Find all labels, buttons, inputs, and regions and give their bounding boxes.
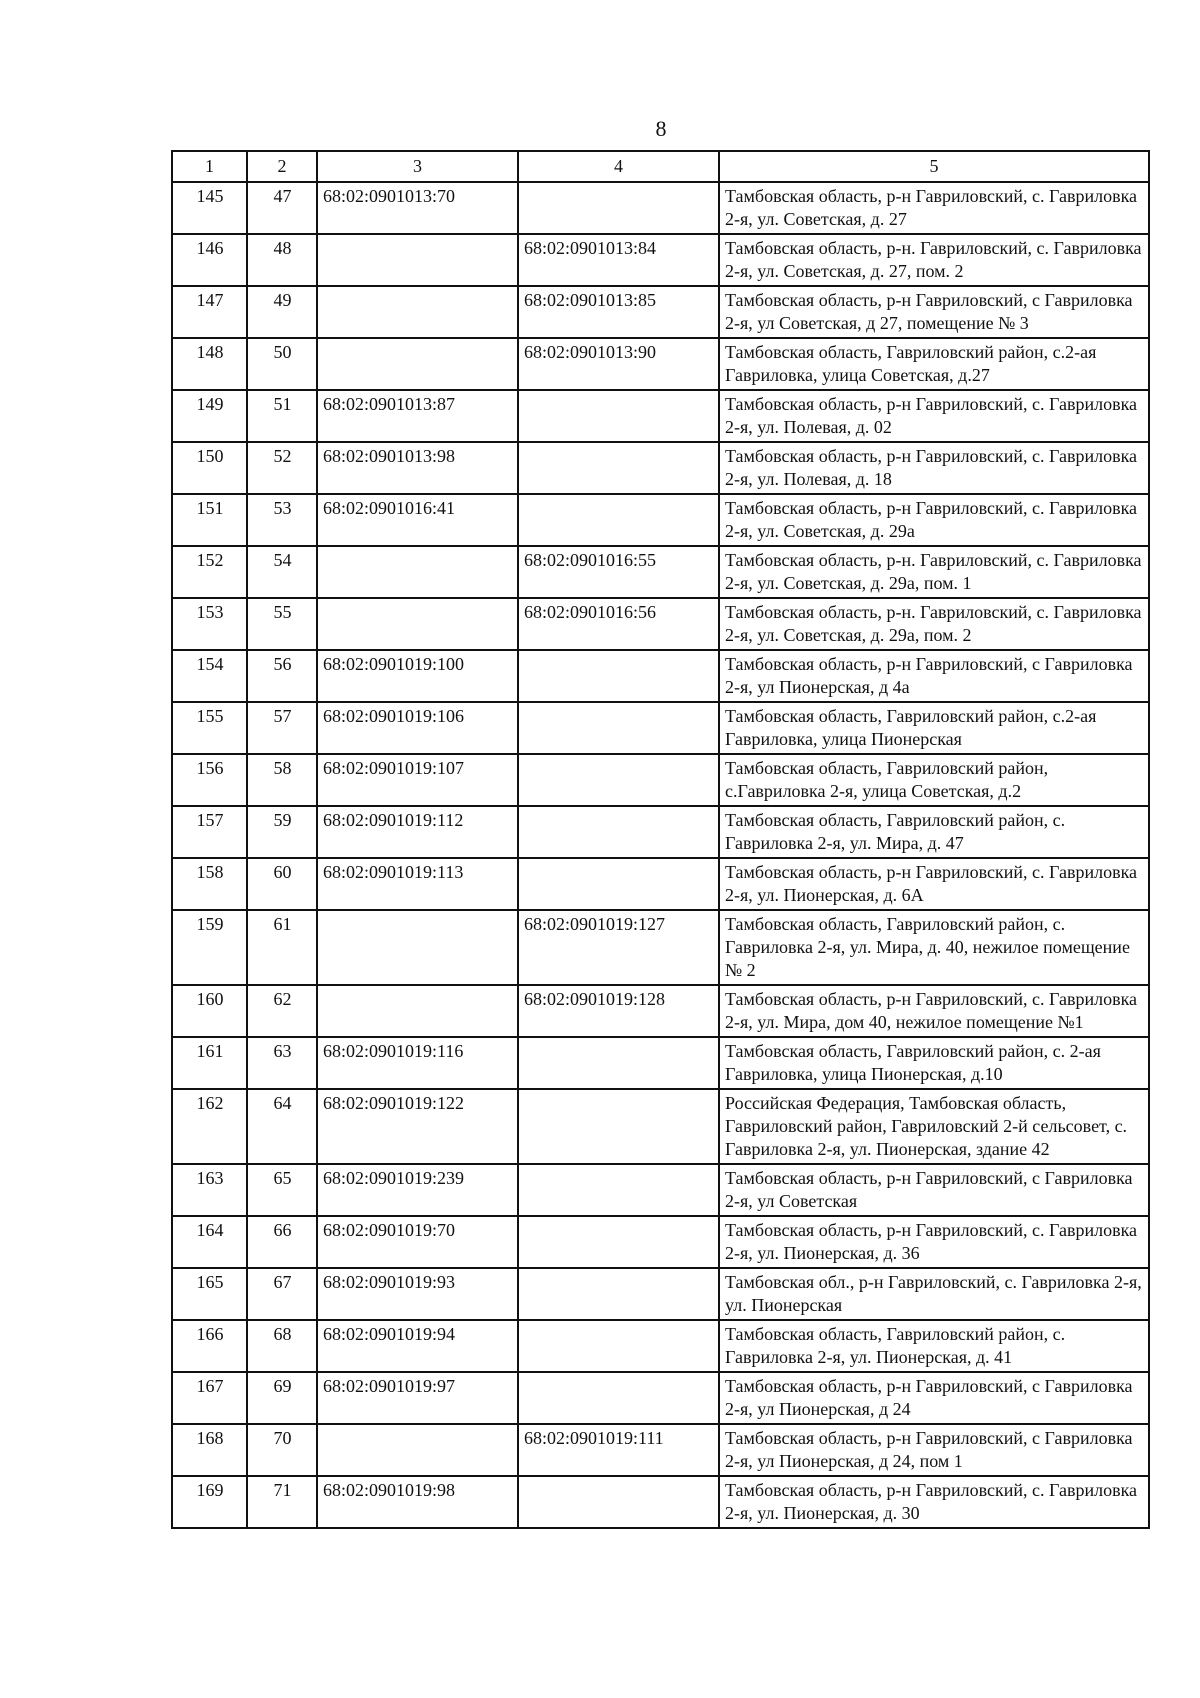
address-cell: Тамбовская область, р-н Гавриловский, с. Гавриловка 2-я, ул. Мира, дом 40, нежилое помещение №1: [719, 985, 1149, 1037]
row-number: 149: [172, 390, 247, 442]
table-row: [172, 754, 1149, 806]
row-number: 148: [172, 338, 247, 390]
row-number: 155: [172, 702, 247, 754]
cadastral-number-cell: [317, 910, 518, 985]
cadastral-number-cell: 68:02:0901019:106: [317, 702, 518, 754]
item-number: 48: [247, 234, 317, 286]
address-cell: Тамбовская область, р-н Гавриловский, с. Гавриловка 2-я, ул. Пионерская, д. 36: [719, 1216, 1149, 1268]
row-number: 161: [172, 1037, 247, 1089]
cadastral-number-cell: 68:02:0901019:93: [317, 1268, 518, 1320]
row-number: 160: [172, 985, 247, 1037]
cadastral-number-cell: 68:02:0901019:116: [317, 1037, 518, 1089]
row-number: 146: [172, 234, 247, 286]
address-cell: Тамбовская область, р-н Гавриловский, с. Гавриловка 2-я, ул. Пионерская, д. 30: [719, 1476, 1149, 1528]
item-number: 57: [247, 702, 317, 754]
item-number: 65: [247, 1164, 317, 1216]
table-body: [172, 182, 1149, 1528]
premises-cadastral-cell: 68:02:0901016:56: [518, 598, 719, 650]
table-row: [172, 598, 1149, 650]
address-cell: Тамбовская область, р-н Гавриловский, с. Гавриловка 2-я, ул. Советская, д. 27: [719, 182, 1149, 234]
premises-cadastral-cell: 68:02:0901013:90: [518, 338, 719, 390]
cadastral-number-cell: [317, 338, 518, 390]
premises-cadastral-cell: [518, 390, 719, 442]
cadastral-number-cell: 68:02:0901019:112: [317, 806, 518, 858]
premises-cadastral-cell: [518, 1164, 719, 1216]
cadastral-number-cell: [317, 1424, 518, 1476]
cadastral-number-cell: 68:02:0901019:122: [317, 1089, 518, 1164]
item-number: 68: [247, 1320, 317, 1372]
address-cell: Тамбовская обл., р-н Гавриловский, с. Гавриловка 2-я, ул. Пионерская: [719, 1268, 1149, 1320]
table-row: [172, 1424, 1149, 1476]
item-number: 63: [247, 1037, 317, 1089]
cadastral-number-cell: 68:02:0901019:239: [317, 1164, 518, 1216]
table-row: [172, 910, 1149, 985]
item-number: 55: [247, 598, 317, 650]
item-number: 61: [247, 910, 317, 985]
table-row: [172, 546, 1149, 598]
cadastral-number-cell: 68:02:0901019:94: [317, 1320, 518, 1372]
address-cell: Российская Федерация, Тамбовская область, Гавриловский район, Гавриловский 2-й сельсовет, с. Гавриловка 2-я, ул. Пионерская, здание 42: [719, 1089, 1149, 1164]
premises-cadastral-cell: 68:02:0901019:127: [518, 910, 719, 985]
column-header: 4: [518, 151, 719, 182]
cadastral-number-cell: [317, 234, 518, 286]
address-cell: Тамбовская область, Гавриловский район, с.2-ая Гавриловка, улица Пионерская: [719, 702, 1149, 754]
address-cell: Тамбовская область, р-н Гавриловский, с. Гавриловка 2-я, ул. Полевая, д. 18: [719, 442, 1149, 494]
premises-cadastral-cell: [518, 1268, 719, 1320]
row-number: 166: [172, 1320, 247, 1372]
row-number: 167: [172, 1372, 247, 1424]
premises-cadastral-cell: 68:02:0901013:84: [518, 234, 719, 286]
premises-cadastral-cell: [518, 806, 719, 858]
premises-cadastral-cell: [518, 1216, 719, 1268]
address-cell: Тамбовская область, р-н Гавриловский, с Гавриловка 2-я, ул Пионерская, д 4а: [719, 650, 1149, 702]
row-number: 158: [172, 858, 247, 910]
table-row: [172, 702, 1149, 754]
table-row: [172, 182, 1149, 234]
row-number: 159: [172, 910, 247, 985]
table-row: [172, 858, 1149, 910]
address-cell: Тамбовская область, Гавриловский район, с. Гавриловка 2-я, ул. Мира, д. 47: [719, 806, 1149, 858]
item-number: 67: [247, 1268, 317, 1320]
address-cell: Тамбовская область, р-н Гавриловский, с. Гавриловка 2-я, ул. Пионерская, д. 6А: [719, 858, 1149, 910]
item-number: 54: [247, 546, 317, 598]
premises-cadastral-cell: 68:02:0901019:111: [518, 1424, 719, 1476]
premises-cadastral-cell: [518, 182, 719, 234]
table-row: [172, 985, 1149, 1037]
address-cell: Тамбовская область, р-н Гавриловский, с Гавриловка 2-я, ул Пионерская, д 24, пом 1: [719, 1424, 1149, 1476]
address-cell: Тамбовская область, р-н. Гавриловский, с. Гавриловка 2-я, ул. Советская, д. 29а, пом. 2: [719, 598, 1149, 650]
item-number: 56: [247, 650, 317, 702]
address-cell: Тамбовская область, Гавриловский район, с. 2-ая Гавриловка, улица Пионерская, д.10: [719, 1037, 1149, 1089]
header-row: [172, 151, 1149, 182]
premises-cadastral-cell: [518, 702, 719, 754]
premises-cadastral-cell: [518, 494, 719, 546]
premises-cadastral-cell: [518, 1320, 719, 1372]
row-number: 153: [172, 598, 247, 650]
table-row: [172, 234, 1149, 286]
cadastral-number-cell: 68:02:0901019:100: [317, 650, 518, 702]
row-number: 168: [172, 1424, 247, 1476]
row-number: 154: [172, 650, 247, 702]
item-number: 53: [247, 494, 317, 546]
address-cell: Тамбовская область, Гавриловский район, с.Гавриловка 2-я, улица Советская, д.2: [719, 754, 1149, 806]
address-cell: Тамбовская область, р-н Гавриловский, с. Гавриловка 2-я, ул. Полевая, д. 02: [719, 390, 1149, 442]
address-cell: Тамбовская область, Гавриловский район, с. Гавриловка 2-я, ул. Пионерская, д. 41: [719, 1320, 1149, 1372]
item-number: 66: [247, 1216, 317, 1268]
row-number: 152: [172, 546, 247, 598]
item-number: 69: [247, 1372, 317, 1424]
premises-cadastral-cell: 68:02:0901019:128: [518, 985, 719, 1037]
address-cell: Тамбовская область, Гавриловский район, с. Гавриловка 2-я, ул. Мира, д. 40, нежилое помещение № 2: [719, 910, 1149, 985]
table-row: [172, 650, 1149, 702]
row-number: 165: [172, 1268, 247, 1320]
cadastral-number-cell: [317, 598, 518, 650]
row-number: 156: [172, 754, 247, 806]
row-number: 151: [172, 494, 247, 546]
table-row: [172, 1372, 1149, 1424]
table-row: [172, 286, 1149, 338]
cadastral-number-cell: 68:02:0901016:41: [317, 494, 518, 546]
table-row: [172, 1164, 1149, 1216]
property-table: [171, 150, 1150, 1529]
row-number: 163: [172, 1164, 247, 1216]
cadastral-number-cell: 68:02:0901019:70: [317, 1216, 518, 1268]
item-number: 60: [247, 858, 317, 910]
row-number: 157: [172, 806, 247, 858]
row-number: 150: [172, 442, 247, 494]
table-row: [172, 1320, 1149, 1372]
premises-cadastral-cell: 68:02:0901013:85: [518, 286, 719, 338]
item-number: 58: [247, 754, 317, 806]
table-row: [172, 1476, 1149, 1528]
row-number: 164: [172, 1216, 247, 1268]
column-header: 3: [317, 151, 518, 182]
premises-cadastral-cell: [518, 650, 719, 702]
cadastral-number-cell: 68:02:0901019:98: [317, 1476, 518, 1528]
table-row: [172, 1216, 1149, 1268]
table-row: [172, 1037, 1149, 1089]
address-cell: Тамбовская область, р-н Гавриловский, с. Гавриловка 2-я, ул. Советская, д. 29а: [719, 494, 1149, 546]
item-number: 71: [247, 1476, 317, 1528]
cadastral-number-cell: 68:02:0901019:97: [317, 1372, 518, 1424]
table-row: [172, 1089, 1149, 1164]
premises-cadastral-cell: [518, 1476, 719, 1528]
premises-cadastral-cell: [518, 858, 719, 910]
premises-cadastral-cell: [518, 1037, 719, 1089]
row-number: 162: [172, 1089, 247, 1164]
table-row: [172, 442, 1149, 494]
item-number: 51: [247, 390, 317, 442]
address-cell: Тамбовская область, р-н Гавриловский, с Гавриловка 2-я, ул Советская: [719, 1164, 1149, 1216]
item-number: 50: [247, 338, 317, 390]
cadastral-number-cell: [317, 985, 518, 1037]
table-row: [172, 806, 1149, 858]
premises-cadastral-cell: [518, 1372, 719, 1424]
item-number: 52: [247, 442, 317, 494]
row-number: 145: [172, 182, 247, 234]
address-cell: Тамбовская область, р-н. Гавриловский, с. Гавриловка 2-я, ул. Советская, д. 27, пом. 2: [719, 234, 1149, 286]
row-number: 169: [172, 1476, 247, 1528]
premises-cadastral-cell: [518, 442, 719, 494]
item-number: 70: [247, 1424, 317, 1476]
cadastral-number-cell: 68:02:0901013:87: [317, 390, 518, 442]
table-row: [172, 390, 1149, 442]
cadastral-number-cell: [317, 286, 518, 338]
page-number: 8: [655, 116, 667, 141]
table-row: [172, 494, 1149, 546]
cadastral-number-cell: 68:02:0901019:107: [317, 754, 518, 806]
item-number: 62: [247, 985, 317, 1037]
item-number: 64: [247, 1089, 317, 1164]
column-header: 5: [719, 151, 1149, 182]
cadastral-number-cell: 68:02:0901019:113: [317, 858, 518, 910]
item-number: 47: [247, 182, 317, 234]
premises-cadastral-cell: [518, 1089, 719, 1164]
cadastral-number-cell: 68:02:0901013:70: [317, 182, 518, 234]
item-number: 49: [247, 286, 317, 338]
column-header: 1: [172, 151, 247, 182]
column-header: 2: [247, 151, 317, 182]
table-row: [172, 1268, 1149, 1320]
address-cell: Тамбовская область, р-н Гавриловский, с Гавриловка 2-я, ул Советская, д 27, помещение № 3: [719, 286, 1149, 338]
cadastral-number-cell: 68:02:0901013:98: [317, 442, 518, 494]
item-number: 59: [247, 806, 317, 858]
premises-cadastral-cell: [518, 754, 719, 806]
cadastral-number-cell: [317, 546, 518, 598]
table-row: [172, 338, 1149, 390]
row-number: 147: [172, 286, 247, 338]
address-cell: Тамбовская область, Гавриловский район, с.2-ая Гавриловка, улица Советская, д.27: [719, 338, 1149, 390]
premises-cadastral-cell: 68:02:0901016:55: [518, 546, 719, 598]
address-cell: Тамбовская область, р-н. Гавриловский, с. Гавриловка 2-я, ул. Советская, д. 29а, пом. 1: [719, 546, 1149, 598]
address-cell: Тамбовская область, р-н Гавриловский, с Гавриловка 2-я, ул Пионерская, д 24: [719, 1372, 1149, 1424]
